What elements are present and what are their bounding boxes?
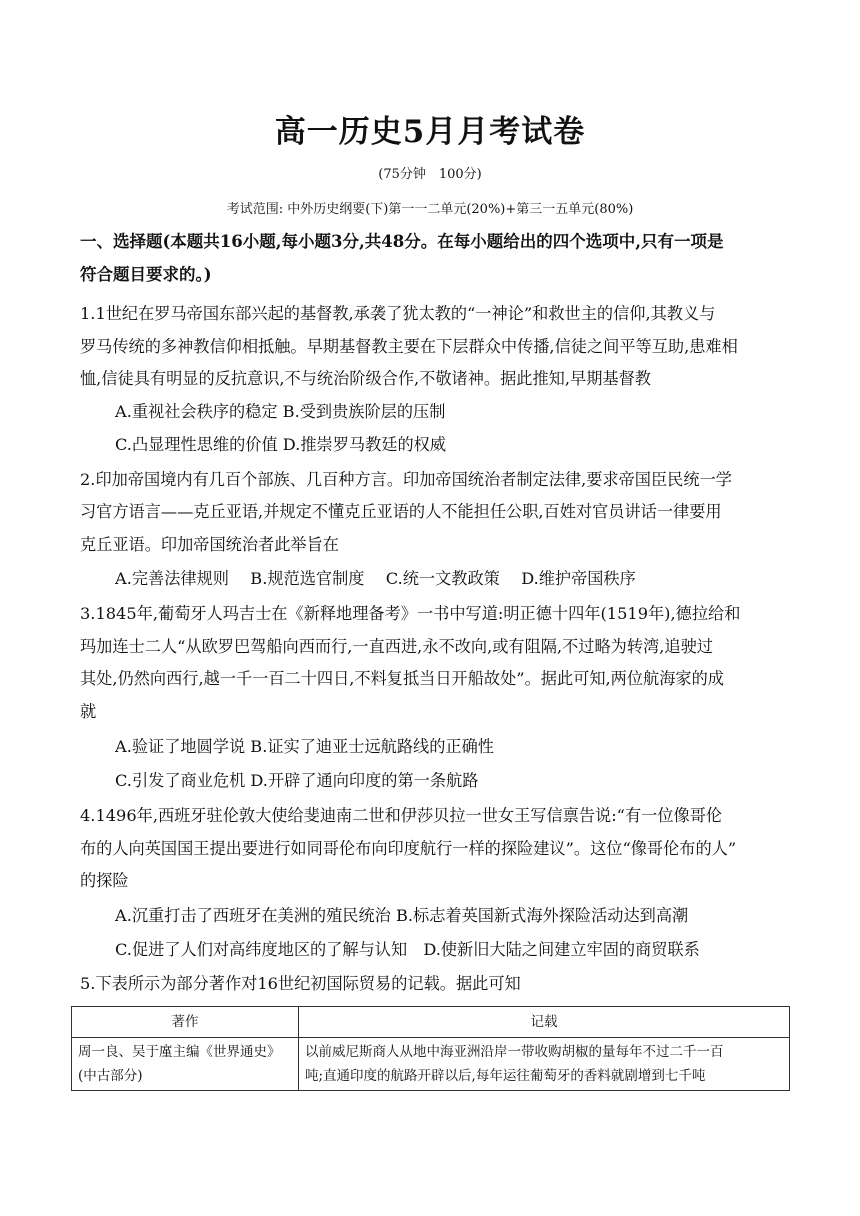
- question-4-options-cd: C.促进了人们对高纬度地区的了解与认知 D.使新旧大陆之间建立牢固的商贸联系: [115, 940, 700, 959]
- question-3-line1: 3.1845年,葡萄牙人玛吉士在《新释地理备考》一书中写道:明正德十四年(1519年),德拉给和: [80, 604, 741, 623]
- table-cell-work-line2: (中古部分): [78, 1068, 143, 1084]
- question-2-line2: 习官方语言——克丘亚语,并规定不懂克丘亚语的人不能担任公职,百姓对官员讲话一律要用: [80, 502, 722, 521]
- exam-scope: 考试范围: 中外历史纲要(下)第一一二单元(20%)+第三一五单元(80%): [226, 202, 634, 217]
- question-1-options-ab: A.重视社会秩序的稳定 B.受到贵族阶层的压制: [115, 402, 446, 421]
- question-3-line2: 玛加连士二人“从欧罗巴驾船向西而行,一直西进,永不改向,或有阻隔,不过略为转湾,追驶过: [80, 637, 713, 656]
- question-4-line1: 4.1496年,西班牙驻伦敦大使给斐迪南二世和伊莎贝拉一世女王写信禀告说:“有一位像哥伦: [80, 806, 723, 825]
- question-1-options-cd: C.凸显理性思维的价值 D.推崇罗马教廷的权威: [115, 435, 447, 454]
- question-3-options-cd: C.引发了商业危机 D.开辟了通向印度的第一条航路: [115, 771, 479, 790]
- question-1-line2: 罗马传统的多神教信仰相抵触。早期基督教主要在下层群众中传播,信徒之间平等互助,患难相: [80, 337, 738, 356]
- question-4-options-ab: A.沉重打击了西班牙在美洲的殖民统治 B.标志着英国新式海外探险活动达到高潮: [115, 906, 689, 925]
- table-cell-record-line1: 以前威尼斯商人从地中海亚洲沿岸一带收购胡椒的量每年不过二千一百: [305, 1044, 724, 1060]
- table-header-record: 记载: [299, 1007, 790, 1038]
- question-1-line3: 恤,信徒具有明显的反抗意识,不与统治阶级合作,不敬诸神。据此推知,早期基督教: [80, 369, 651, 388]
- question-2-line3: 克丘亚语。印加帝国统治者此举旨在: [80, 535, 339, 554]
- section-instruction-line2: 符合题目要求的。): [80, 265, 212, 284]
- table-header-row: [72, 1007, 790, 1038]
- trade-records-table: [71, 1006, 790, 1091]
- question-4-line3: 的探险: [80, 871, 129, 890]
- table-cell-record-line2: 吨;直通印度的航路开辟以后,每年运往葡萄牙的香料就剧增到七千吨: [305, 1068, 706, 1084]
- question-4-line2: 布的人向英国国王提出要进行如同哥伦布向印度航行一样的探险建议”。这位“像哥伦布的人”: [80, 839, 737, 858]
- section-instruction-line1: 一、选择题(本题共16小题,每小题3分,共48分。在每小题给出的四个选项中,只有一项是: [80, 232, 724, 251]
- table-cell-record: [299, 1038, 790, 1091]
- exam-time-score: (75分钟 100分): [378, 167, 482, 182]
- question-2-options: A.完善法律规则 B.规范选官制度 C.统一文教政策 D.维护帝国秩序: [115, 569, 636, 588]
- question-3-line4: 就: [80, 702, 97, 721]
- table-row: [72, 1038, 790, 1091]
- exam-title: 高一历史5月月考试卷: [274, 114, 586, 150]
- table-cell-work-line1: 周一良、吴于廑主编《世界通史》: [78, 1044, 281, 1060]
- question-3-options-ab: A.验证了地圆学说 B.证实了迪亚士远航路线的正确性: [115, 737, 494, 756]
- question-1-line1: 1.1世纪在罗马帝国东部兴起的基督教,承袭了犹太教的“一神论”和救世主的信仰,其教义与: [80, 304, 716, 323]
- table-header-work: 著作: [72, 1007, 299, 1038]
- table-cell-work: [72, 1038, 299, 1091]
- question-5-line1: 5.下表所示为部分著作对16世纪初国际贸易的记载。据此可知: [80, 974, 521, 993]
- question-3-line3: 其处,仍然向西行,越一千一百二十四日,不料复抵当日开船故处”。据此可知,两位航海家的成: [80, 669, 724, 688]
- question-2-line1: 2.印加帝国境内有几百个部族、几百种方言。印加帝国统治者制定法律,要求帝国臣民统一学: [80, 470, 732, 489]
